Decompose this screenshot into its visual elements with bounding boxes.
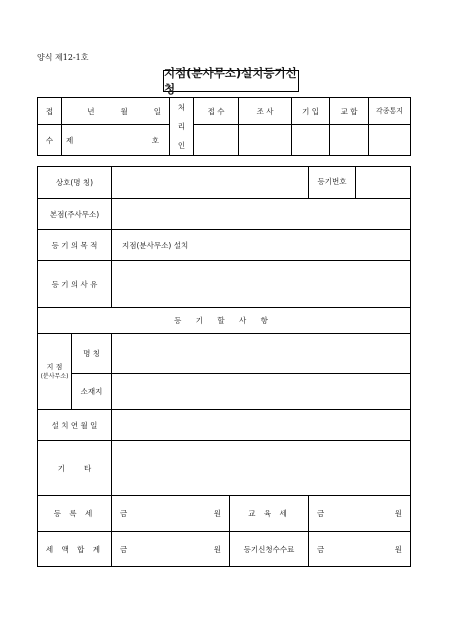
total-tax-won: 원 (213, 544, 221, 554)
app-fee-currency: 금 (317, 544, 325, 554)
matters-header: 등 기 할 사 항 (38, 308, 411, 334)
branch-name-label: 명 칭 (72, 334, 112, 374)
purpose-value[interactable]: 지점(분사무소) 설치 (112, 230, 411, 261)
receipt-label-top: 접 (38, 98, 62, 125)
registration-table (37, 166, 411, 567)
number-suffix: 호 (151, 135, 159, 145)
process-label (170, 98, 194, 156)
date-day-label: 일 (153, 106, 161, 116)
reason-value[interactable] (112, 261, 411, 308)
install-date-label: 설 치 연 월 일 (38, 410, 112, 441)
reg-number-label: 등기번호 (309, 167, 356, 198)
purpose-label: 등 기 의 목 적 (38, 230, 112, 261)
col-collation: 교 합 (330, 98, 369, 125)
other-label: 기 타 (38, 441, 112, 496)
col-entry: 기 입 (292, 98, 330, 125)
receipt-label-bottom: 수 (38, 125, 62, 156)
form-title: 지점(분사무소)설치등기신청 (163, 70, 299, 92)
reg-number-cell[interactable] (309, 167, 411, 199)
date-year-label: 년 (87, 106, 95, 116)
edu-tax-amount[interactable] (309, 496, 411, 532)
reason-label: 등 기 의 사 유 (38, 261, 112, 308)
process-label-3: 인 (177, 141, 186, 150)
process-label-1: 처 (177, 103, 186, 112)
stamp-receipt[interactable] (194, 125, 239, 156)
reg-tax-text: 등 록 세 (53, 509, 96, 518)
receipt-table (37, 97, 411, 156)
other-value[interactable] (112, 441, 411, 496)
branch-location-label: 소재지 (72, 374, 112, 410)
total-tax-currency: 금 (120, 544, 128, 554)
stamp-notices[interactable] (369, 125, 411, 156)
date-month-label: 월 (120, 106, 128, 116)
receipt-number-cell (62, 125, 170, 156)
head-office-label: 본점(주사무소) (38, 199, 112, 230)
reg-tax-currency: 금 (120, 509, 128, 518)
number-label: 제 (66, 135, 74, 145)
reg-tax-won: 원 (213, 509, 221, 518)
install-date-value[interactable] (112, 410, 411, 441)
total-tax-amount[interactable] (112, 532, 230, 567)
edu-tax-currency: 금 (317, 509, 325, 518)
col-review: 조 사 (239, 98, 292, 125)
branch-label-1: 지 점 (46, 362, 63, 371)
app-fee-won: 원 (394, 544, 402, 554)
col-notices: 각종통지 (369, 98, 411, 125)
branch-label (38, 334, 72, 410)
edu-tax-won: 원 (394, 509, 402, 518)
form-number: 양식 제12-1호 (37, 53, 89, 62)
branch-name-value[interactable] (112, 334, 411, 374)
branch-label-2: (분사무소) (40, 372, 69, 380)
branch-location-value[interactable] (112, 374, 411, 410)
col-receipt: 접 수 (194, 98, 239, 125)
reg-tax-label (38, 496, 112, 532)
stamp-review[interactable] (239, 125, 292, 156)
head-office-value[interactable] (112, 199, 411, 230)
company-name-label: 상호(명 칭) (38, 167, 112, 199)
app-fee-label: 등기신청수수료 (230, 532, 309, 567)
process-label-2: 리 (177, 122, 186, 131)
stamp-entry[interactable] (292, 125, 330, 156)
edu-tax-label: 교 육 세 (230, 496, 309, 532)
company-name-value[interactable] (112, 167, 309, 199)
reg-tax-amount[interactable] (112, 496, 230, 532)
stamp-collation[interactable] (330, 125, 369, 156)
total-tax-label: 세 액 합 계 (38, 532, 112, 567)
app-fee-amount[interactable] (309, 532, 411, 567)
receipt-date-cell (62, 98, 170, 125)
